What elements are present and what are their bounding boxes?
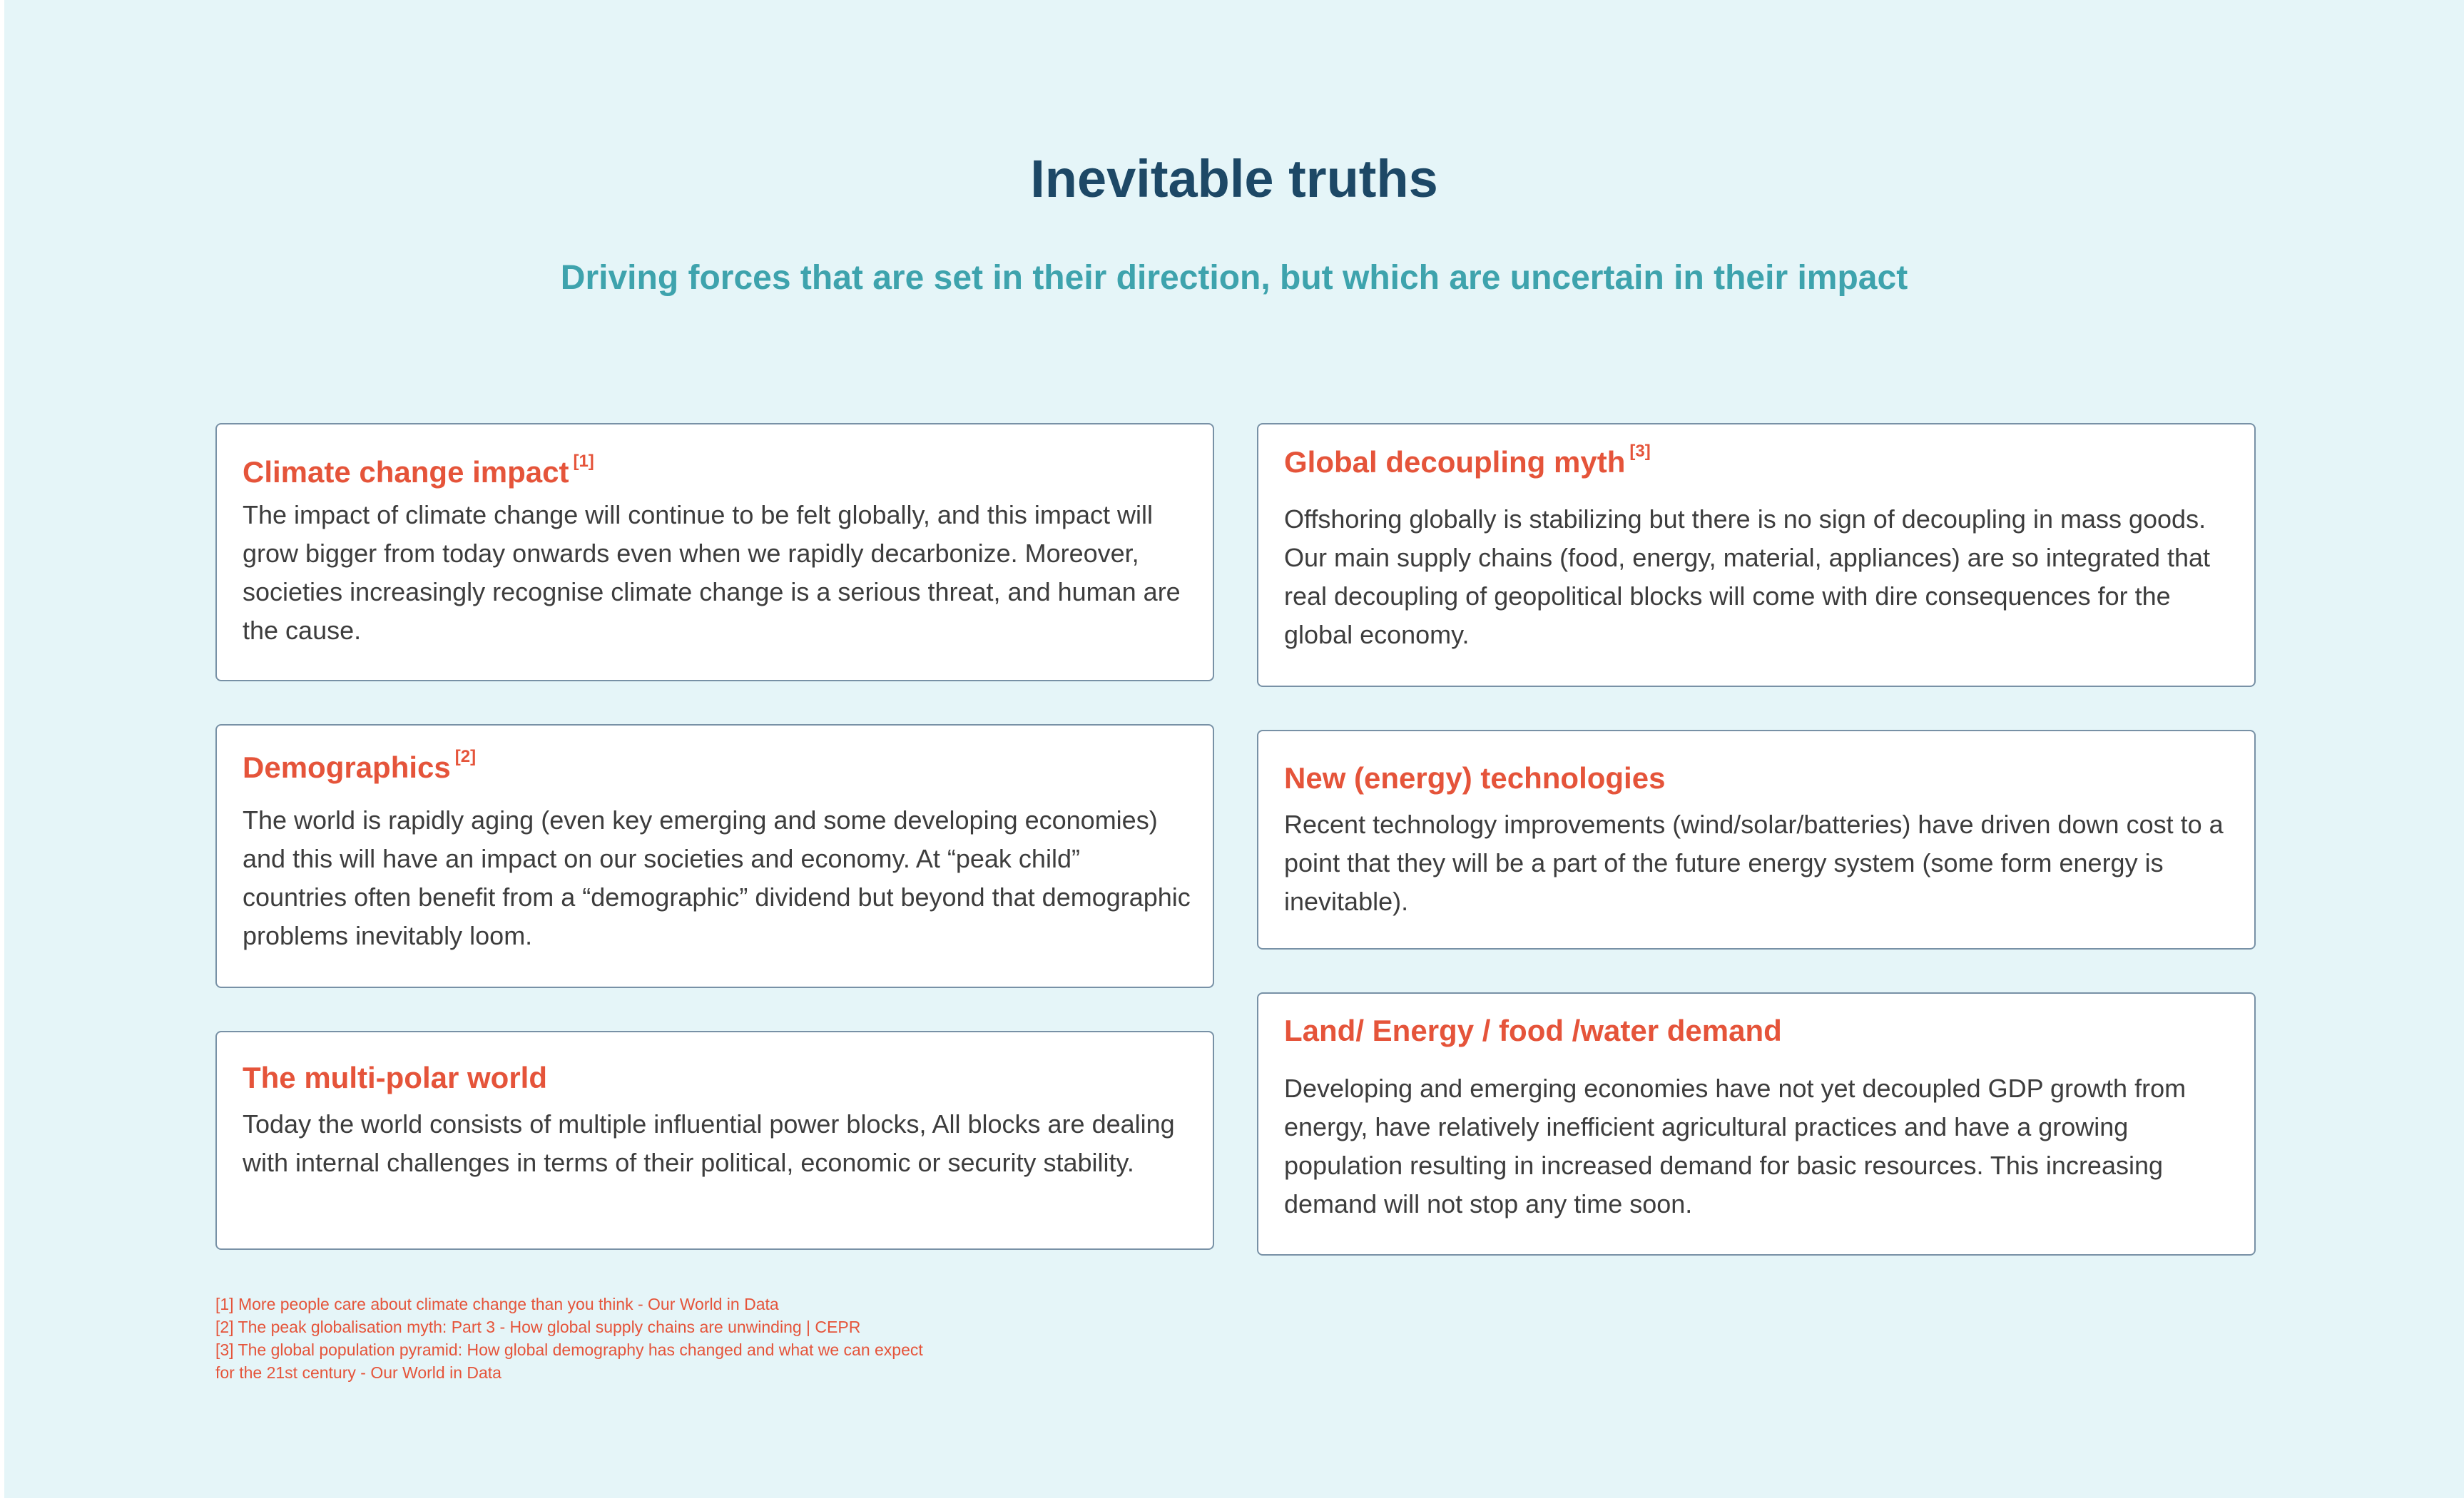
card-resource-demand [1257,992,2256,1256]
card-body: Developing and emerging economies have not yet decoupled GDP growth from energy, have relatively inefficient agricultural practices and have a growing population resulting in increased demand for basic resources. This increasing demand will not stop any time soon. [1284,1074,2186,1218]
footnote-ref: [2] [454,747,477,766]
card-climate-change-impact [215,423,1214,681]
card-title: Global decoupling myth [3] [1284,442,1651,479]
footnote-1[interactable]: [1] More people care about climate change than you think - Our World in Data [215,1295,779,1313]
card-title: Climate change impact [1] [243,452,594,489]
card-title: The multi-polar world [243,1061,547,1094]
footnote-ref: [1] [573,452,594,471]
card-global-decoupling-myth [1257,423,2256,687]
card-demographics [215,724,1214,988]
page-title: Inevitable truths [1030,149,1438,208]
footnote-ref: [3] [1629,442,1651,461]
card-title: Demographics [2] [243,747,477,784]
slide [4,0,2464,1498]
card-title: New (energy) technologies [1284,761,1666,795]
footnotes [215,1293,943,1384]
card-body: The world is rapidly aging (even key emerging and some developing economies) and this will have an impact on our societies and economy. At “peak child” countries often benefit from a “demographic” dividend but beyond that demographic problems inevitably loom. [243,805,1191,950]
footnote-3[interactable]: [3] The global population pyramid: How global demography has changed and what we can expect for the 21st century - Our World in Data [215,1340,923,1382]
card-body: The impact of climate change will continue to be felt globally, and this impact will grow bigger from today onwards even when we rapidly decarbonize. Moreover, societies increasingly recognise climate change is a serious threat, and human are the cause. [243,500,1181,645]
card-body: Today the world consists of multiple influential power blocks, All blocks are dealing with internal challenges in terms of their political, economic or security stability. [243,1109,1175,1177]
page-subtitle: Driving forces that are set in their direction, but which are uncertain in their impact [560,259,1908,297]
card-multi-polar-world [215,1031,1214,1250]
card-title: Land/ Energy / food /water demand [1284,1014,1782,1047]
footnote-2[interactable]: [2] The peak globalisation myth: Part 3 - How global supply chains are unwinding | CEPR [215,1318,861,1336]
card-body: Offshoring globally is stabilizing but there is no sign of decoupling in mass goods. Our main supply chains (food, energy, material, appliances) are so integrated that real decoupling of geopolitical blocks will come with dire consequences for the global economy. [1284,504,2211,649]
card-new-energy-technologies [1257,730,2256,950]
card-body: Recent technology improvements (wind/solar/batteries) have driven down cost to a point that they will be a part of the future energy system (some form energy is inevitable). [1284,810,2224,916]
